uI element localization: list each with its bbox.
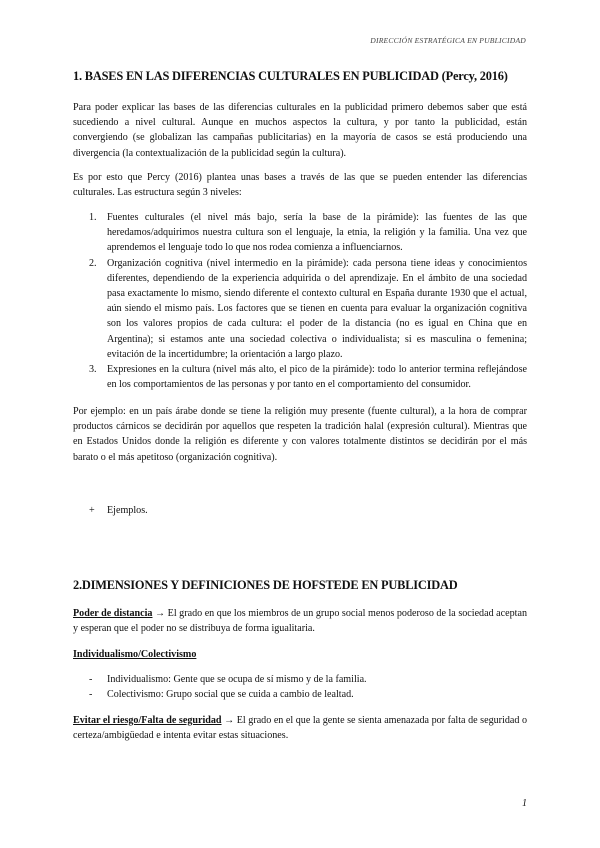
list-item-text: Expresiones en la cultura (nivel más alto, el pico de la pirámide): todo lo anterior termina reflejándose en los comportamientos de las personas y por tanto en el comportamiento del consumidor. — [107, 364, 527, 391]
individualism-list — [73, 672, 527, 702]
power-distance-term: Poder de distancia — [73, 608, 153, 619]
levels-list — [73, 210, 527, 392]
running-header: DIRECCIÓN ESTRATÉGICA EN PUBLICIDAD — [370, 36, 526, 45]
paragraph-2: Es por esto que Percy (2016) plantea unas bases a través de las que se pueden entender las diferencias culturales. Las estructura según 3 niveles: — [73, 172, 527, 199]
individualism-heading: Individualismo/Colectivismo — [73, 649, 197, 660]
dash-marker: - — [89, 674, 93, 685]
list-number: 2. — [89, 257, 97, 269]
examples-bullet — [73, 503, 527, 518]
individualism-heading-block — [73, 647, 527, 662]
page-number: 1 — [522, 798, 527, 809]
section-2-title: 2.DIMENSIONES Y DEFINICIONES DE HOFSTEDE EN PUBLICIDAD — [73, 578, 458, 592]
section-1-example — [73, 404, 527, 465]
arrow-icon: → — [155, 608, 166, 619]
section-1-title: 1. BASES EN LAS DIFERENCIAS CULTURALES EN PUBLICIDAD (Percy, 2016) — [73, 69, 508, 83]
risk-avoidance-definition — [73, 713, 527, 743]
risk-avoidance-text: El grado en el que la gente se sienta amenazada por falta de seguridad o certeza/ambigüedad e intenta evitar estas situaciones. — [73, 715, 528, 742]
list-item — [73, 256, 527, 362]
list-number: 3. — [89, 364, 97, 376]
list-number: 1. — [89, 212, 97, 223]
list-item — [73, 210, 527, 256]
list-item-text: Fuentes culturales (el nivel más bajo, sería la base de la pirámide): las fuentes de las que heredamos/adquirimos nuestra cultura son el lenguaje, la etnia, la religión y la familia. Una vez que aprendemos el lenguaje todo lo que nos rodea comienza a influenciarnos. — [107, 212, 527, 254]
list-item-text: Organización cognitiva (nivel intermedio en la pirámide): cada persona tiene ideas y conocimientos diferentes, dependiendo de la experiencia adquirida o del aprendizaje. En el ámbito de una sociedad pasa exactamente lo mismo, siendo diferente el contexto cultural en España durante 1930 que el actual, aún siendo el mismo país. Los factores que se tienen en cuenta para evaluar la organización cognitiva son los valores propios de cada cultura: el poder de la distancia (no es igual en China que en Argentina); si estamos ante una sociedad colectiva o individualista; si es masculina o femenina; evitación de la incertidumbre; la orientación a largo plazo. — [107, 257, 527, 360]
list-item-text: Individualismo: Gente que se ocupa de sí mismo y de la familia. — [107, 674, 367, 685]
power-distance-text: El grado en que los miembros de un grupo social menos poderoso de la sociedad aceptan y esperan que el poder no se distribuya de forma igualitaria. — [73, 608, 527, 635]
paragraph-3: Por ejemplo: en un país árabe donde se tiene la religión muy presente (fuente cultural), a la hora de comprar productos cárnicos se decidirán por aquellos que respeten la tradición halal (expresión cultural). Mientras que en Estados Unidos donde la religión es diferente y con valores totalmente distintos se decidirán por el más barato o el más apetitoso (organización cognitiva). — [73, 406, 527, 463]
list-item — [73, 503, 527, 518]
bullet-marker: + — [89, 505, 95, 516]
arrow-icon: → — [224, 715, 235, 726]
paragraph-1: Para poder explicar las bases de las diferencias culturales en la publicidad primero debemos saber que está sucediendo a nivel cultural. Aunque en muchos aspectos la cultura, y por tanto la publicidad, están convergiendo (se globalizan las campañas publicitarias) en la mayoría de casos se está produciendo una divergencia (la contextualización de la publicidad según la cultura). — [73, 102, 527, 159]
section-1-intro — [73, 100, 527, 161]
section-1-levels-intro — [73, 170, 527, 200]
list-item — [73, 687, 527, 702]
risk-avoidance-term: Evitar el riesgo/Falta de seguridad — [73, 715, 222, 726]
power-distance-definition — [73, 606, 527, 636]
bullet-text: Ejemplos. — [107, 505, 148, 516]
list-item — [73, 362, 527, 392]
dash-marker: - — [89, 689, 93, 701]
list-item — [73, 672, 527, 687]
list-item-text: Colectivismo: Grupo social que se cuida a cambio de lealtad. — [107, 689, 354, 701]
